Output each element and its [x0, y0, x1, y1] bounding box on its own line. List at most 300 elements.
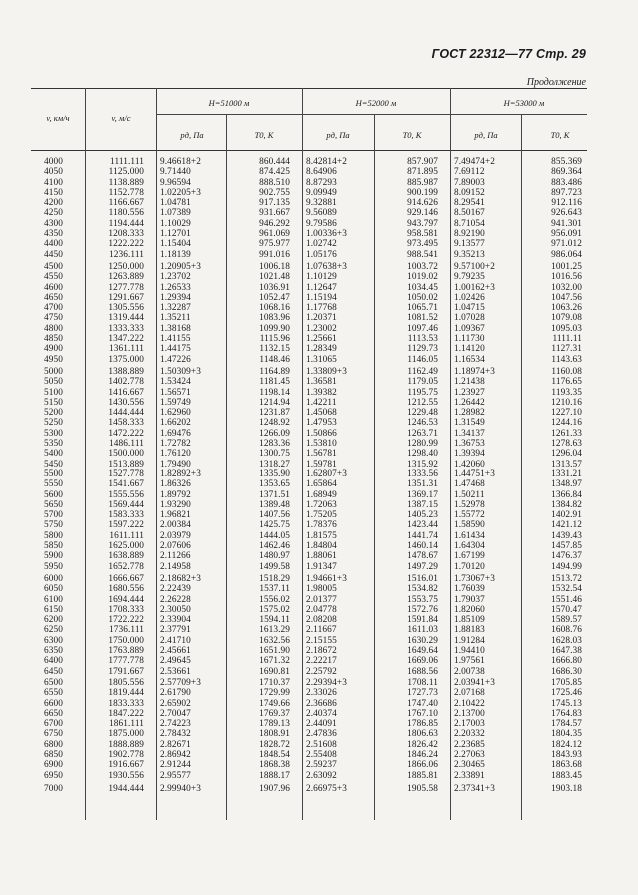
col-divider-2	[156, 88, 157, 820]
table-cell: 2.86942	[160, 750, 191, 761]
table-cell: 1826.42	[407, 739, 438, 750]
table-cell: 1097.46	[407, 323, 438, 334]
table-cell: 1162.49	[407, 367, 438, 377]
table-cell: 4100	[44, 177, 63, 188]
table-cell: 2.26228	[160, 594, 191, 605]
table-cell: 6150	[44, 604, 63, 615]
column-p2-group-3	[306, 367, 364, 470]
table-cell: 9.79235	[454, 272, 485, 283]
table-cell: 5000	[44, 367, 63, 377]
table-cell: 1916.667	[108, 760, 144, 771]
table-cell: 1.58590	[454, 520, 485, 531]
table-cell: 1710.37	[259, 678, 290, 688]
table-cell: 1.39394	[454, 449, 485, 460]
table-cell: 1.10129	[306, 272, 337, 283]
table-cell: 1278.63	[551, 439, 582, 450]
table-cell: 1.02426	[454, 292, 485, 303]
table-cell: 1457.85	[551, 541, 582, 552]
table-cell: 2.53661	[160, 666, 191, 677]
table-cell: 8.29541	[454, 198, 485, 209]
table-cell: 1298.40	[407, 449, 438, 460]
table-cell: 1261.33	[551, 428, 582, 439]
table-cell: 1.42211	[306, 397, 337, 408]
table-cell: 1181.45	[259, 377, 290, 388]
table-cell: 1861.111	[109, 719, 144, 730]
table-cell: 1.91347	[306, 561, 337, 572]
table-cell: 1764.83	[551, 708, 582, 719]
column-p3-group-2	[454, 262, 512, 365]
table-cell: 5650	[44, 499, 63, 510]
column-p1-group-1	[160, 157, 218, 260]
table-cell: 1630.29	[407, 635, 438, 646]
column-t3-group-1	[532, 157, 582, 260]
table-cell: 9.56089	[306, 208, 337, 219]
table-cell: 1736.111	[109, 625, 144, 636]
table-cell: 2.17003	[454, 719, 485, 730]
table-cell: 1824.12	[551, 739, 582, 750]
col-divider-7	[521, 114, 522, 820]
table-cell: 1.88061	[306, 551, 337, 562]
table-cell: 1081.52	[407, 313, 438, 324]
table-cell: 6700	[44, 719, 63, 730]
table-cell: 2.65902	[160, 698, 191, 709]
column-t2-group-7	[388, 784, 438, 794]
table-cell: 1846.24	[407, 750, 438, 761]
table-cell: 5050	[44, 377, 63, 388]
table-cell: 1611.111	[109, 530, 144, 541]
table-cell: 1138.889	[108, 177, 144, 188]
table-cell: 1.59749	[160, 397, 191, 408]
table-cell: 2.29394+3	[306, 678, 348, 688]
table-cell: 1305.556	[108, 303, 144, 314]
table-cell: 1389.48	[259, 499, 290, 510]
table-cell: 1277.778	[108, 282, 144, 293]
table-cell: 1.61434	[454, 530, 485, 541]
table-cell: 1570.47	[551, 604, 582, 615]
table-cell: 1888.17	[259, 770, 290, 781]
table-cell: 1527.778	[108, 469, 144, 479]
table-cell: 1.79037	[454, 594, 485, 605]
table-cell: 1208.333	[108, 229, 144, 240]
table-cell: 1291.667	[108, 292, 144, 303]
table-cell: 4650	[44, 292, 63, 303]
table-cell: 1.47468	[454, 479, 485, 490]
table-cell: 8.50167	[454, 208, 485, 219]
table-cell: 9.13577	[454, 239, 485, 250]
table-cell: 1.56571	[160, 387, 191, 398]
column-t2-group-5	[388, 574, 438, 677]
table-cell: 8.71054	[454, 218, 485, 229]
table-cell: 1729.99	[259, 688, 290, 699]
table-cell: 1402.91	[551, 510, 582, 521]
table-cell: 4700	[44, 303, 63, 314]
table-cell: 1863.68	[551, 760, 582, 771]
table-cell: 1625.000	[108, 541, 144, 552]
column-p1-group-2	[160, 262, 218, 365]
table-cell: 1.67199	[454, 551, 485, 562]
table-cell: 2.03979	[160, 530, 191, 541]
column-t1-group-4	[240, 469, 290, 572]
table-cell: 897.723	[551, 187, 582, 198]
table-cell: 1.28982	[454, 408, 485, 419]
table-cell: 8.09152	[454, 187, 485, 198]
table-cell: 1.62960	[160, 408, 191, 419]
table-cell: 4900	[44, 344, 63, 355]
table-cell: 1115.96	[259, 334, 290, 345]
table-cell: 860.444	[259, 157, 290, 167]
table-cell: 4200	[44, 198, 63, 209]
table-cell: 2.08208	[306, 615, 337, 626]
table-cell: 900.199	[407, 187, 438, 198]
table-cell: 1513.889	[108, 459, 144, 470]
table-cell: 926.643	[551, 208, 582, 219]
header-pd-1: pд, Па	[180, 130, 204, 140]
table-cell: 2.40374	[306, 708, 337, 719]
table-cell: 1179.05	[407, 377, 438, 388]
table-cell: 1.25661	[306, 334, 337, 345]
column-p2-group-4	[306, 469, 364, 572]
table-cell: 1160.08	[551, 367, 582, 377]
table-cell: 1263.71	[407, 428, 438, 439]
table-cell: 1669.06	[407, 656, 438, 667]
table-cell: 2.78432	[160, 729, 191, 740]
table-cell: 1819.444	[108, 688, 144, 699]
table-cell: 2.27063	[454, 750, 485, 761]
column-p1-group-5	[160, 574, 218, 677]
table-cell: 6100	[44, 594, 63, 605]
table-cell: 2.33904	[160, 615, 191, 626]
table-cell: 1.50866	[306, 428, 337, 439]
table-cell: 1632.56	[259, 635, 290, 646]
table-cell: 1283.36	[259, 439, 290, 450]
table-cell: 1229.48	[407, 408, 438, 419]
table-cell: 1132.15	[259, 344, 290, 355]
table-cell: 1883.45	[551, 770, 582, 781]
header-v-ms: v, м/с	[111, 113, 131, 123]
table-cell: 1333.56	[407, 469, 438, 479]
table-cell: 1476.37	[551, 551, 582, 562]
column-p1-group-4	[160, 469, 218, 572]
table-cell: 1944.444	[108, 784, 144, 794]
table-cell: 2.20332	[454, 729, 485, 740]
col-divider-6	[450, 88, 451, 820]
table-cell: 1594.11	[259, 615, 290, 626]
table-cell: 917.135	[259, 198, 290, 209]
table-cell: 912.116	[551, 198, 582, 209]
table-cell: 4250	[44, 208, 63, 219]
table-cell: 929.146	[407, 208, 438, 219]
table-cell: 1.50309+3	[160, 367, 202, 377]
table-cell: 986.064	[551, 249, 582, 260]
table-cell: 1.41155	[160, 334, 191, 345]
table-cell: 1263.889	[108, 272, 144, 283]
table-cell: 1804.35	[551, 729, 582, 740]
table-cell: 1848.54	[259, 750, 290, 761]
col-divider-4	[302, 88, 303, 820]
table-cell: 1.84804	[306, 541, 337, 552]
table-cell: 902.755	[259, 187, 290, 198]
table-cell: 1193.35	[551, 387, 582, 398]
table-cell: 1444.444	[108, 408, 144, 419]
table-cell: 4800	[44, 323, 63, 334]
table-cell: 1019.02	[407, 272, 438, 283]
table-cell: 1.53424	[160, 377, 191, 388]
table-cell: 2.22217	[306, 656, 337, 667]
column-t1-group-3	[240, 367, 290, 470]
column-v-kmh-group-2	[44, 262, 74, 365]
table-cell: 1541.667	[108, 479, 144, 490]
table-cell: 1244.16	[551, 418, 582, 429]
table-cell: 1.00162+3	[454, 282, 496, 293]
table-header-rule	[31, 150, 587, 151]
table-cell: 6500	[44, 678, 63, 688]
table-cell: 975.977	[259, 239, 290, 250]
table-cell: 1572.76	[407, 604, 438, 615]
height-header-rule	[156, 114, 587, 115]
table-cell: 1.65864	[306, 479, 337, 490]
table-cell: 1.12647	[306, 282, 337, 293]
table-cell: 2.14958	[160, 561, 191, 572]
table-cell: 1236.111	[109, 249, 144, 260]
table-cell: 6350	[44, 646, 63, 657]
table-cell: 1246.53	[407, 418, 438, 429]
table-cell: 1638.889	[108, 551, 144, 562]
table-cell: 1.11730	[454, 334, 485, 345]
column-p3-group-3	[454, 367, 512, 470]
table-cell: 1532.54	[551, 584, 582, 595]
table-cell: 2.55408	[306, 750, 337, 761]
table-cell: 1.89792	[160, 489, 191, 500]
table-cell: 1315.92	[407, 459, 438, 470]
table-cell: 2.18682+3	[160, 574, 202, 584]
table-cell: 1111.111	[110, 157, 144, 167]
table-cell: 1.98005	[306, 584, 337, 595]
column-t3-group-5	[532, 574, 582, 677]
table-cell: 1180.556	[108, 208, 144, 219]
table-cell: 6600	[44, 698, 63, 709]
table-cell: 1405.23	[407, 510, 438, 521]
table-cell: 1195.75	[407, 387, 438, 398]
table-cell: 1430.556	[108, 397, 144, 408]
table-cell: 1425.75	[259, 520, 290, 531]
table-cell: 1.59781	[306, 459, 337, 470]
table-cell: 6300	[44, 635, 63, 646]
table-cell: 6850	[44, 750, 63, 761]
table-cell: 8.92190	[454, 229, 485, 240]
table-cell: 1231.87	[259, 408, 290, 419]
table-cell: 1.93290	[160, 499, 191, 510]
header-height-2: H=52000 м	[355, 98, 397, 108]
table-cell: 1036.91	[259, 282, 290, 293]
table-cell: 1129.73	[407, 344, 438, 355]
table-cell: 1.17768	[306, 303, 337, 314]
table-cell: 9.79586	[306, 218, 337, 229]
table-cell: 888.510	[259, 177, 290, 188]
table-cell: 2.45661	[160, 646, 191, 657]
table-cell: 1534.82	[407, 584, 438, 595]
column-v-ms-group-2	[96, 262, 144, 365]
table-cell: 2.07168	[454, 688, 485, 699]
table-cell: 1777.778	[108, 656, 144, 667]
table-cell: 1.39382	[306, 387, 337, 398]
table-cell: 5100	[44, 387, 63, 398]
table-cell: 1148.46	[259, 354, 290, 365]
table-cell: 1335.90	[259, 469, 290, 479]
column-v-kmh-group-6	[44, 678, 74, 781]
table-cell: 1556.02	[259, 594, 290, 605]
table-cell: 1690.81	[259, 666, 290, 677]
table-top-rule	[31, 88, 587, 89]
table-cell: 1516.01	[407, 574, 438, 584]
table-cell: 1371.51	[259, 489, 290, 500]
table-cell: 1.26533	[160, 282, 191, 293]
table-cell: 857.907	[407, 157, 438, 167]
table-cell: 1.07028	[454, 313, 485, 324]
table-cell: 4000	[44, 157, 63, 167]
table-cell: 1478.67	[407, 551, 438, 562]
table-cell: 1.76120	[160, 449, 191, 460]
table-cell: 5700	[44, 510, 63, 521]
table-cell: 6800	[44, 739, 63, 750]
column-t3-group-7	[532, 784, 582, 794]
table-cell: 2.51608	[306, 739, 337, 750]
header-pd-2: pд, Па	[326, 130, 350, 140]
table-cell: 1.69476	[160, 428, 191, 439]
header-t0-2: T0, К	[402, 130, 422, 140]
table-cell: 7.69112	[454, 167, 485, 178]
table-cell: 5900	[44, 551, 63, 562]
table-cell: 1.91284	[454, 635, 485, 646]
column-p3-group-7	[454, 784, 512, 794]
table-cell: 1694.444	[108, 594, 144, 605]
table-cell: 1227.10	[551, 408, 582, 419]
column-t2-group-4	[388, 469, 438, 572]
table-cell: 2.47836	[306, 729, 337, 740]
table-cell: 7.49474+2	[454, 157, 496, 167]
table-cell: 1458.333	[108, 418, 144, 429]
column-t3-group-3	[532, 367, 582, 470]
table-cell: 1.82892+3	[160, 469, 202, 479]
table-cell: 1747.40	[407, 698, 438, 709]
table-cell: 1.52978	[454, 499, 485, 510]
table-cell: 1347.222	[108, 334, 144, 345]
table-cell: 1.97561	[454, 656, 485, 667]
column-t2-group-1	[388, 157, 438, 260]
column-v-kmh-group-4	[44, 469, 74, 572]
table-cell: 991.016	[259, 249, 290, 260]
table-cell: 1537.11	[259, 584, 290, 595]
table-cell: 1.68949	[306, 489, 337, 500]
table-cell: 1.44751+3	[454, 469, 496, 479]
table-cell: 6050	[44, 584, 63, 595]
table-cell: 1266.09	[259, 428, 290, 439]
table-cell: 6550	[44, 688, 63, 699]
table-cell: 1486.111	[109, 439, 144, 450]
table-cell: 4550	[44, 272, 63, 283]
table-cell: 1146.05	[407, 354, 438, 365]
table-cell: 1.29394	[160, 292, 191, 303]
table-cell: 1127.31	[551, 344, 582, 355]
table-cell: 1369.17	[407, 489, 438, 500]
table-cell: 7.89003	[454, 177, 485, 188]
table-cell: 1611.03	[407, 625, 438, 636]
table-cell: 5600	[44, 489, 63, 500]
column-v-kmh-group-3	[44, 367, 74, 470]
table-cell: 946.292	[259, 218, 290, 229]
table-cell: 1.94410	[454, 646, 485, 657]
table-cell: 2.99940+3	[160, 784, 202, 794]
table-cell: 6750	[44, 729, 63, 740]
table-cell: 1079.08	[551, 313, 582, 324]
table-cell: 1.16534	[454, 354, 485, 365]
table-cell: 1214.94	[259, 397, 290, 408]
table-cell: 6650	[44, 708, 63, 719]
table-cell: 9.35213	[454, 249, 485, 260]
table-cell: 1499.58	[259, 561, 290, 572]
table-cell: 1.45068	[306, 408, 337, 419]
table-cell: 1.20905+3	[160, 262, 202, 272]
table-cell: 1806.63	[407, 729, 438, 740]
table-cell: 1333.333	[108, 323, 144, 334]
column-t2-group-2	[388, 262, 438, 365]
table-cell: 1032.00	[551, 282, 582, 293]
table-cell: 1763.889	[108, 646, 144, 657]
table-cell: 1745.13	[551, 698, 582, 709]
table-cell: 1111.11	[552, 334, 582, 345]
table-cell: 1555.556	[108, 489, 144, 500]
table-cell: 1250.000	[108, 262, 144, 272]
table-cell: 943.797	[407, 218, 438, 229]
table-cell: 2.49645	[160, 656, 191, 667]
table-cell: 2.57709+3	[160, 678, 202, 688]
table-cell: 1280.99	[407, 439, 438, 450]
table-cell: 1176.65	[551, 377, 582, 388]
table-cell: 885.987	[407, 177, 438, 188]
table-cell: 1052.47	[259, 292, 290, 303]
table-cell: 1444.05	[259, 530, 290, 541]
table-cell: 1.23002	[306, 323, 337, 334]
table-cell: 1583.333	[108, 510, 144, 521]
table-cell: 4300	[44, 218, 63, 229]
table-cell: 1628.03	[551, 635, 582, 646]
table-cell: 1.62807+3	[306, 469, 348, 479]
table-cell: 1348.97	[551, 479, 582, 490]
column-p2-group-2	[306, 262, 364, 365]
table-cell: 9.46618+2	[160, 157, 202, 167]
column-v-ms-group-5	[96, 574, 144, 677]
table-cell: 1518.29	[259, 574, 290, 584]
column-v-ms-group-4	[96, 469, 144, 572]
column-t3-group-6	[532, 678, 582, 781]
table-cell: 1847.222	[108, 708, 144, 719]
table-cell: 2.82671	[160, 739, 191, 750]
table-cell: 1.12701	[160, 229, 191, 240]
table-cell: 1402.778	[108, 377, 144, 388]
table-cell: 1.32287	[160, 303, 191, 314]
table-cell: 1.23702	[160, 272, 191, 283]
table-cell: 1.35211	[160, 313, 191, 324]
table-cell: 1021.48	[259, 272, 290, 283]
table-cell: 1.55772	[454, 510, 485, 521]
table-cell: 2.41710	[160, 635, 191, 646]
table-cell: 5500	[44, 469, 63, 479]
table-cell: 1001.25	[551, 262, 582, 272]
table-cell: 4150	[44, 187, 63, 198]
table-cell: 1866.06	[407, 760, 438, 771]
table-cell: 5950	[44, 561, 63, 572]
table-cell: 2.61790	[160, 688, 191, 699]
table-cell: 4500	[44, 262, 63, 272]
